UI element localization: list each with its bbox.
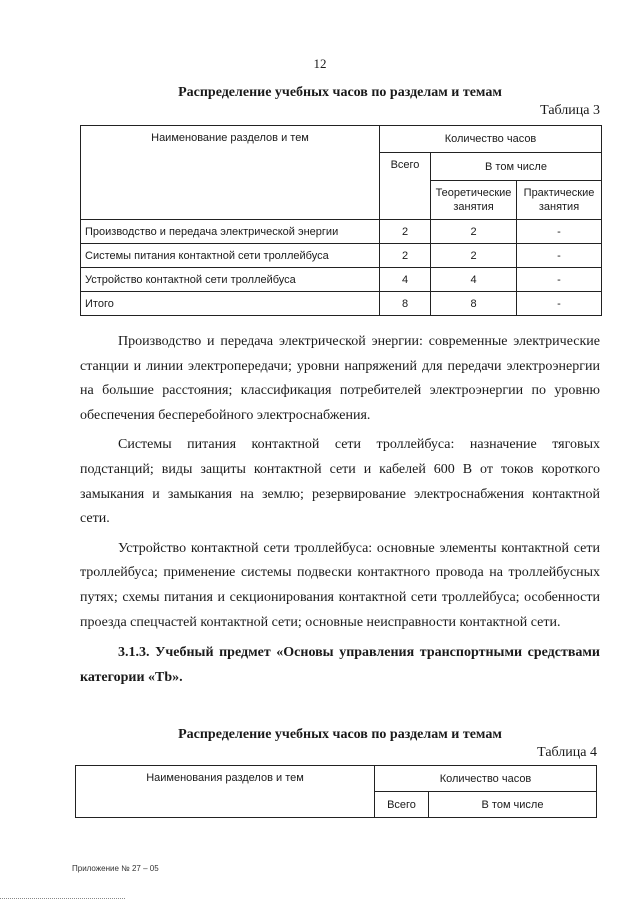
hours-table-4	[75, 765, 597, 818]
row-name: Производство и передача электрической энергии	[81, 220, 380, 244]
header-name: Наименования разделов и тем	[76, 766, 375, 818]
table-row	[81, 268, 602, 292]
row-theory: 2	[431, 244, 517, 268]
row-total: 8	[380, 292, 431, 316]
header-total: Всего	[380, 153, 431, 220]
paragraph: Производство и передача электрической энергии: современные электрические станции и линии электропередачи; уровни напряжений для передачи электроэнергии на большие расстояния; классификация потребителей электроэнергии по уровню обеспечения бесперебойного электроснабжения.	[80, 334, 600, 423]
row-practice: -	[517, 220, 602, 244]
table-2-label: Таблица 4	[537, 745, 597, 760]
section-heading: 3.1.3. Учебный предмет «Основы управления транспортными средствами категории «Тb».	[80, 645, 600, 685]
table-1-title: Распределение учебных часов по разделам и темам	[178, 85, 502, 100]
paragraph: Устройство контактной сети троллейбуса: основные элементы контактной сети троллейбуса; применение системы подвески контактного провода на троллейбусных путях; схемы питания и секционирования контактной сети троллейбуса; особенности проезда спецчастей контактной сети; основные неисправности контактной сети.	[80, 540, 600, 630]
row-practice: -	[517, 268, 602, 292]
row-theory: 4	[431, 268, 517, 292]
header-hours: Количество часов	[375, 766, 597, 792]
footer-note: Приложение № 27 – 05	[72, 864, 159, 873]
row-practice: -	[517, 244, 602, 268]
table-row	[81, 292, 602, 316]
bottom-rule	[0, 898, 125, 899]
table-1-label: Таблица 3	[540, 103, 600, 118]
header-name: Наименование разделов и тем	[81, 126, 380, 220]
hours-table-3	[80, 125, 602, 316]
row-theory: 8	[431, 292, 517, 316]
table-2-title: Распределение учебных часов по разделам и темам	[178, 727, 502, 742]
header-including: В том числе	[431, 153, 602, 181]
page-number: 12	[313, 56, 327, 71]
table-row	[81, 244, 602, 268]
row-name: Системы питания контактной сети троллейбуса	[81, 244, 380, 268]
paragraph: Системы питания контактной сети троллейбуса: назначение тяговых подстанций; виды защиты контактной сети и кабелей 600 В от токов короткого замыкания и замыкания на землю; резервирование электроснабжения контактной сети.	[80, 437, 600, 527]
header-theory: Теоретические занятия	[431, 181, 517, 220]
row-total: 2	[380, 220, 431, 244]
body-text	[80, 330, 600, 690]
header-including: В том числе	[429, 792, 597, 818]
row-name: Итого	[81, 292, 380, 316]
table-row	[81, 220, 602, 244]
row-total: 2	[380, 244, 431, 268]
header-practice: Практические занятия	[517, 181, 602, 220]
row-total: 4	[380, 268, 431, 292]
row-practice: -	[517, 292, 602, 316]
row-name: Устройство контактной сети троллейбуса	[81, 268, 380, 292]
row-theory: 2	[431, 220, 517, 244]
header-hours: Количество часов	[380, 126, 602, 153]
header-total: Всего	[375, 792, 429, 818]
